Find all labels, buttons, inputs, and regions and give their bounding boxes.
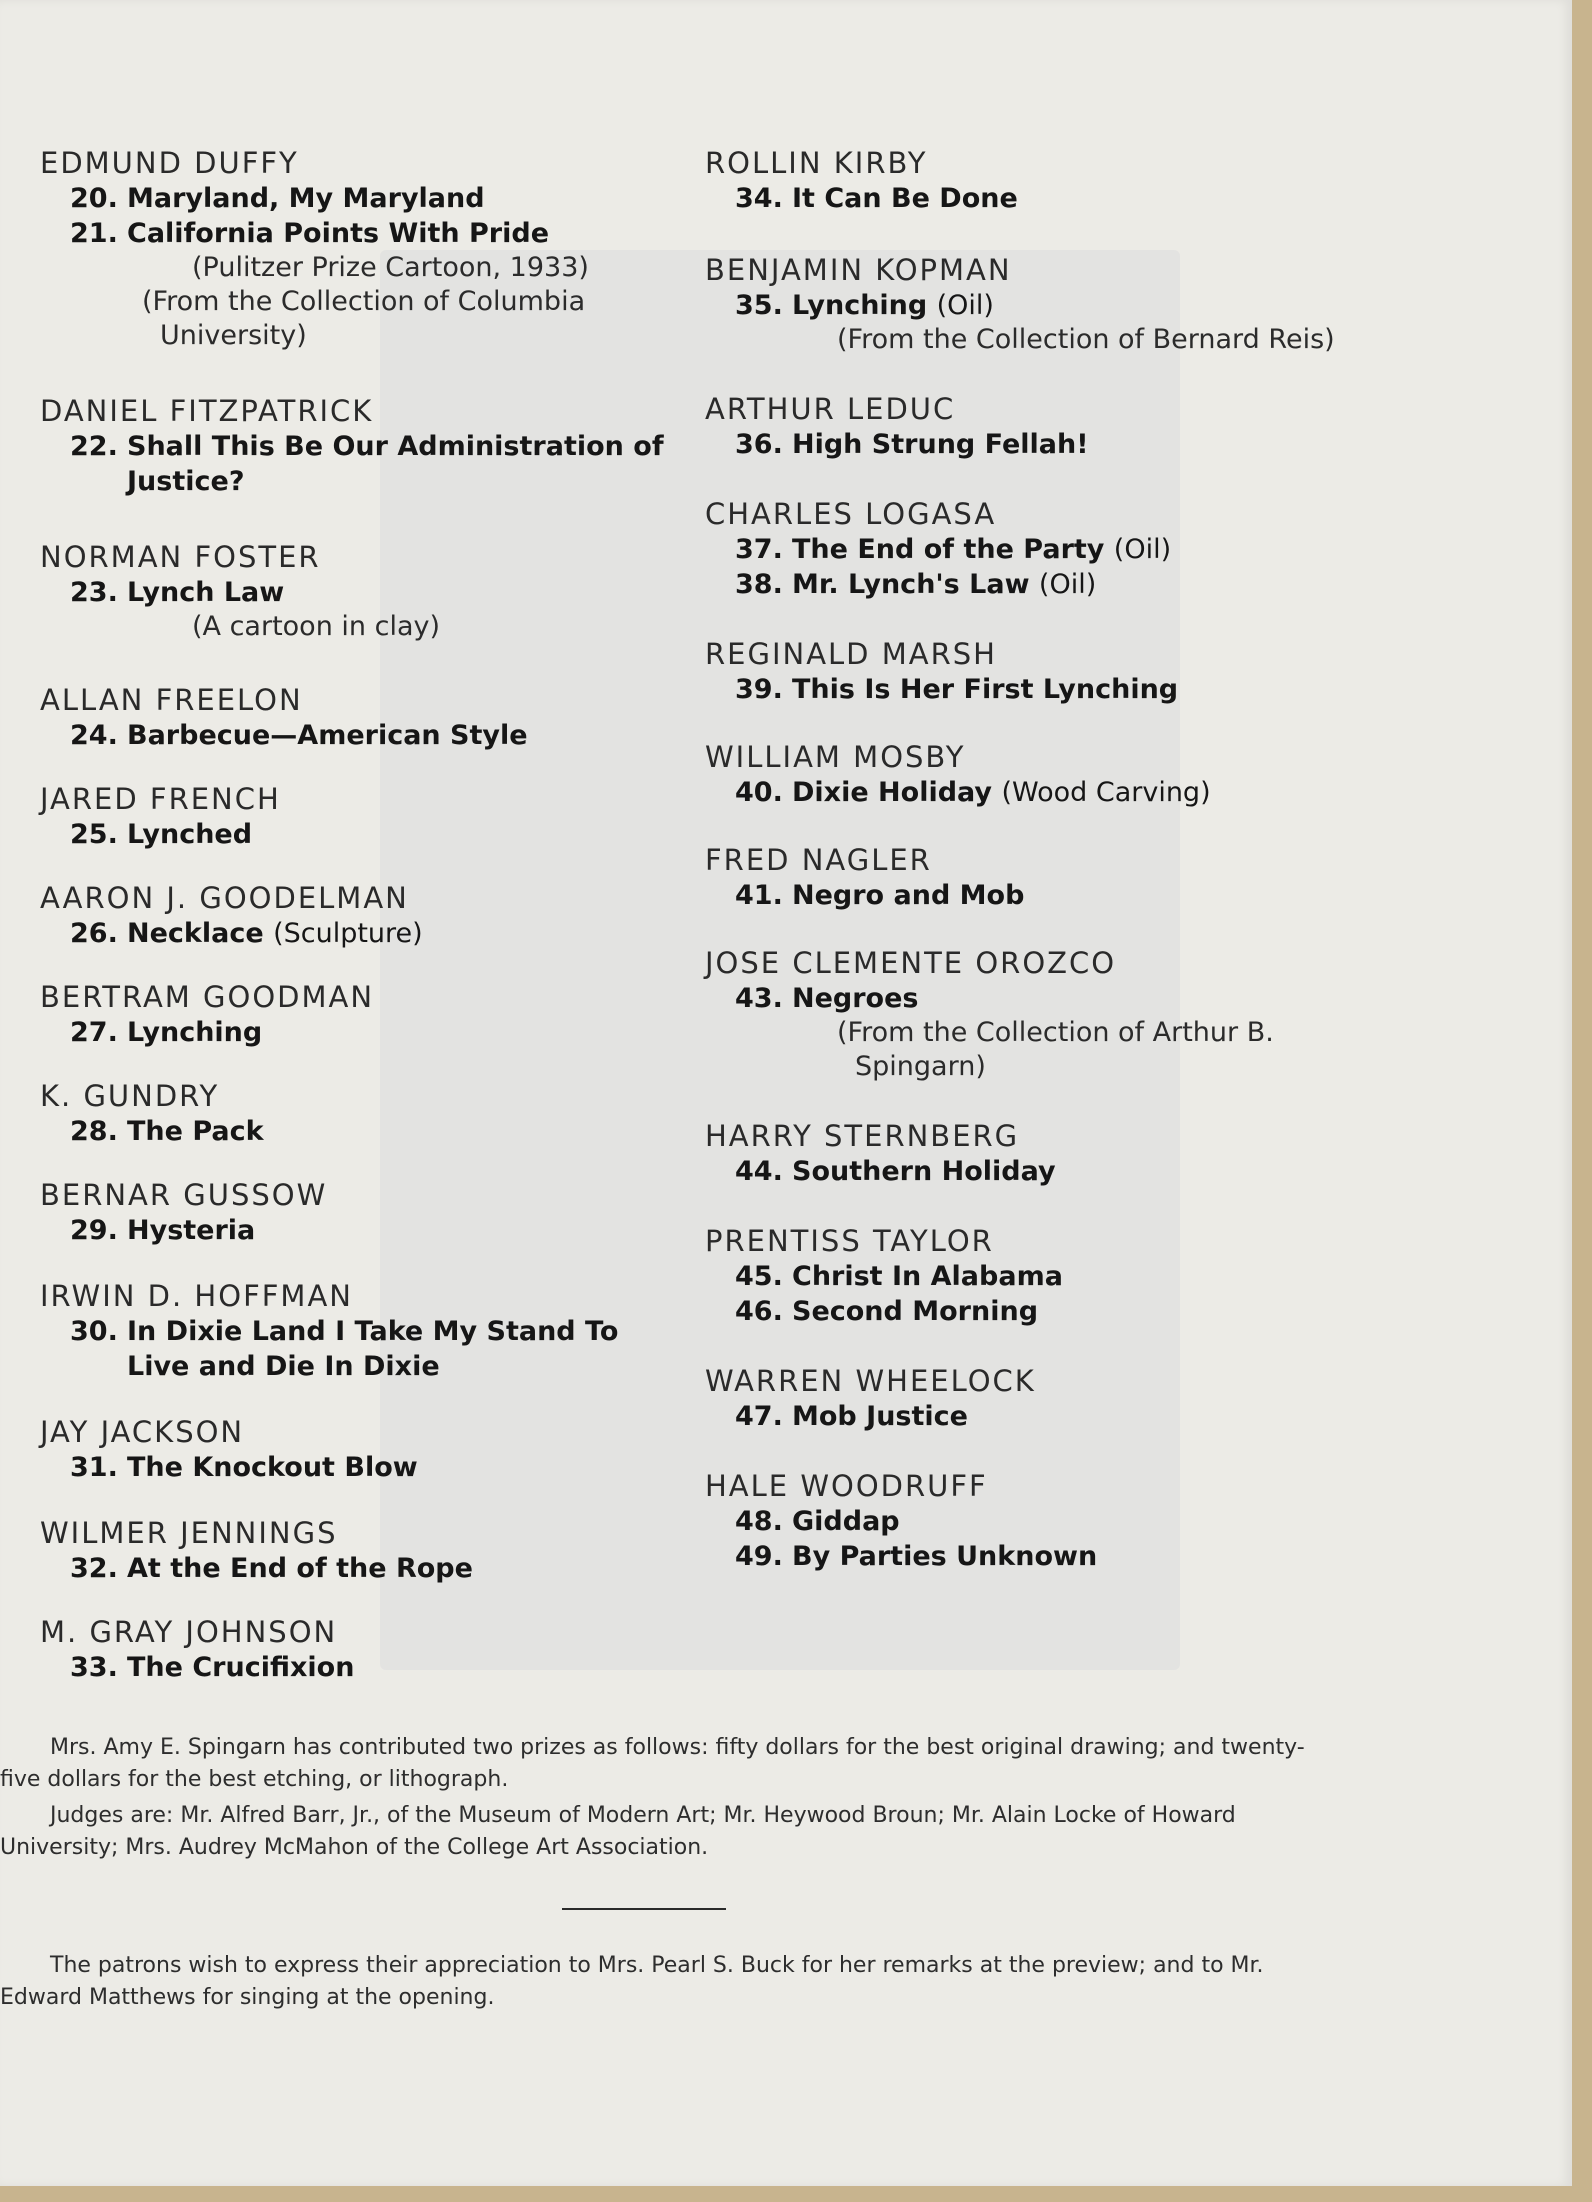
collection-note: (From the Collection of Columbia University) — [142, 286, 586, 351]
artist-name: JOSE CLEMENTE OROZCO — [705, 946, 1117, 980]
artist-gap — [40, 1586, 680, 1614]
artwork-entry — [40, 916, 680, 951]
collection-note: (Pulitzer Prize Cartoon, 1933) — [192, 252, 589, 283]
artist-gap — [40, 1149, 680, 1177]
catalog-number: 23. — [70, 577, 118, 608]
collection-note: (A cartoon in clay) — [192, 611, 440, 642]
artist-entry — [40, 1278, 680, 1384]
prizes-note: Mrs. Amy E. Spingarn has contributed two prizes as follows: fifty dollars for the best original drawing; and twenty-five dollars for the best etching, or lithograph. — [0, 1735, 1305, 1792]
artwork-entry — [705, 427, 1405, 462]
catalog-number: 21. — [70, 218, 118, 249]
artwork-entry — [40, 718, 680, 753]
catalog-number: 27. — [70, 1017, 118, 1048]
artist-entry — [705, 391, 1405, 462]
artist-entry — [40, 1614, 680, 1685]
artist-gap — [40, 1384, 680, 1414]
collection-note: (From the Collection of Bernard Reis) — [837, 324, 1335, 355]
artist-name: ROLLIN KIRBY — [705, 146, 928, 180]
artwork-title: Necklace — [127, 918, 264, 949]
artist-name: HALE WOODRUFF — [705, 1469, 988, 1503]
catalog-number: 46. — [735, 1296, 783, 1327]
artwork-title: This Is Her First Lynching — [792, 674, 1179, 705]
artist-entry — [40, 1177, 680, 1248]
artist-entry — [705, 842, 1405, 913]
artwork-entry — [705, 775, 1405, 810]
artist-name: BENJAMIN KOPMAN — [705, 253, 1012, 287]
artwork-entry — [705, 532, 1405, 567]
artwork-entry — [40, 1015, 680, 1050]
artist-gap — [705, 913, 1405, 945]
artwork-title: Negro and Mob — [792, 880, 1025, 911]
artwork-title: Hysteria — [127, 1215, 256, 1246]
artist-gap — [705, 216, 1405, 252]
artist-gap — [40, 1050, 680, 1078]
artist-name: WARREN WHEELOCK — [705, 1364, 1036, 1398]
artist-gap — [40, 753, 680, 781]
artist-entry — [40, 1414, 680, 1485]
left-column — [40, 145, 680, 1685]
catalog-number: 33. — [70, 1652, 118, 1683]
artist-name: FRED NAGLER — [705, 843, 932, 877]
artwork-medium: (Sculpture) — [273, 918, 423, 949]
artist-entry — [705, 496, 1405, 602]
artist-gap — [40, 852, 680, 880]
artwork-title: Christ In Alabama — [792, 1261, 1063, 1292]
artist-gap — [40, 1485, 680, 1515]
catalog-number: 25. — [70, 819, 118, 850]
catalog-number: 35. — [735, 290, 783, 321]
artwork-title: Maryland, My Maryland — [127, 183, 485, 214]
artist-gap — [705, 602, 1405, 636]
artist-name: WILMER JENNINGS — [40, 1516, 338, 1550]
artist-entry — [705, 739, 1405, 810]
artist-entry — [40, 781, 680, 852]
artwork-entry — [40, 1450, 680, 1485]
artist-gap — [40, 951, 680, 979]
artwork-entry — [705, 567, 1405, 602]
artist-entry — [40, 393, 680, 499]
artwork-title: Lynched — [127, 819, 253, 850]
artwork-title: The Crucifixion — [127, 1652, 355, 1683]
artwork-entry — [40, 1314, 680, 1384]
collection-note: (From the Collection of Arthur B. Spingarn) — [837, 1017, 1274, 1082]
catalog-number: 40. — [735, 777, 783, 808]
catalog-number: 48. — [735, 1506, 783, 1537]
catalog-number: 30. — [70, 1316, 118, 1347]
artist-entry — [40, 979, 680, 1050]
artwork-entry — [705, 878, 1405, 913]
artwork-title: It Can Be Done — [792, 183, 1018, 214]
artist-gap — [705, 462, 1405, 496]
artwork-entry — [705, 1154, 1405, 1189]
artwork-title: Barbecue—American Style — [127, 720, 528, 751]
catalog-number: 49. — [735, 1541, 783, 1572]
artist-name: PRENTISS TAYLOR — [705, 1224, 994, 1258]
artist-name: K. GUNDRY — [40, 1079, 220, 1113]
artwork-title: In Dixie Land I Take My Stand To Live and Die In Dixie — [127, 1316, 619, 1382]
thanks-note: The patrons wish to express their appreciation to Mrs. Pearl S. Buck for her remarks at the preview; and to Mr. Edward Matthews for singing at the opening. — [0, 1953, 1264, 2010]
artwork-medium: (Oil) — [1113, 534, 1172, 565]
artwork-title: Lynching — [792, 290, 928, 321]
artist-gap — [40, 644, 680, 682]
catalog-number: 26. — [70, 918, 118, 949]
artwork-entry — [705, 1259, 1405, 1294]
artwork-entry — [705, 1294, 1405, 1329]
right-column — [705, 145, 1405, 1574]
artwork-medium: (Wood Carving) — [1001, 777, 1211, 808]
artist-name: BERTRAM GOODMAN — [40, 980, 375, 1014]
artwork-entry — [40, 1213, 680, 1248]
artist-gap — [705, 810, 1405, 842]
artwork-title: Dixie Holiday — [792, 777, 993, 808]
artwork-title: Southern Holiday — [792, 1156, 1056, 1187]
artwork-entry — [705, 1539, 1405, 1574]
artist-entry — [40, 1515, 680, 1586]
catalog-number: 31. — [70, 1452, 118, 1483]
artwork-title: Mob Justice — [792, 1401, 968, 1432]
artist-gap — [705, 1189, 1405, 1223]
artist-name: WILLIAM MOSBY — [705, 740, 966, 774]
artist-gap — [40, 499, 680, 539]
artist-entry — [705, 145, 1405, 216]
artwork-entry — [40, 1551, 680, 1586]
artist-entry — [705, 636, 1405, 707]
artwork-entry — [40, 429, 680, 499]
artwork-title: Lynch Law — [127, 577, 285, 608]
artist-name: ALLAN FREELON — [40, 683, 303, 717]
artist-name: EDMUND DUFFY — [40, 146, 299, 180]
artwork-title: The End of the Party — [792, 534, 1105, 565]
artwork-title: Shall This Be Our Administration of Justice? — [127, 431, 664, 497]
artist-gap — [705, 357, 1405, 391]
artist-name: JAY JACKSON — [40, 1415, 245, 1449]
artist-entry — [705, 1118, 1405, 1189]
artist-entry — [40, 539, 680, 644]
artist-name: IRWIN D. HOFFMAN — [40, 1279, 353, 1313]
artist-entry — [40, 880, 680, 951]
artist-gap — [705, 1084, 1405, 1118]
artwork-entry — [705, 1399, 1405, 1434]
artist-name: BERNAR GUSSOW — [40, 1178, 328, 1212]
catalog-number: 43. — [735, 983, 783, 1014]
artist-name: AARON J. GOODELMAN — [40, 881, 409, 915]
artwork-entry — [40, 1650, 680, 1685]
artwork-entry — [40, 817, 680, 852]
artwork-medium: (Oil) — [936, 290, 994, 321]
catalog-number: 47. — [735, 1401, 783, 1432]
catalog-number: 22. — [70, 431, 118, 462]
artist-name: ARTHUR LEDUC — [705, 392, 956, 426]
catalog-number: 41. — [735, 880, 783, 911]
catalog-number: 24. — [70, 720, 118, 751]
artist-entry — [40, 145, 680, 353]
artist-gap — [705, 1434, 1405, 1468]
artist-entry — [705, 1223, 1405, 1329]
artwork-entry — [40, 575, 680, 610]
artist-entry — [40, 682, 680, 753]
artwork-title: High Strung Fellah! — [792, 429, 1089, 460]
artist-entry — [705, 252, 1405, 357]
artwork-title: Negroes — [792, 983, 919, 1014]
catalog-number: 29. — [70, 1215, 118, 1246]
artist-entry — [705, 1363, 1405, 1434]
artwork-title: Lynching — [127, 1017, 263, 1048]
artwork-title: Mr. Lynch's Law — [792, 569, 1030, 600]
catalog-number: 39. — [735, 674, 783, 705]
artwork-entry — [705, 672, 1405, 707]
catalog-number: 45. — [735, 1261, 783, 1292]
artwork-entry — [705, 181, 1405, 216]
artwork-entry — [705, 981, 1405, 1016]
divider-rule — [562, 1908, 726, 1910]
artwork-entry — [40, 216, 680, 251]
artwork-entry — [40, 181, 680, 216]
artist-name: HARRY STERNBERG — [705, 1119, 1020, 1153]
artwork-title: The Pack — [127, 1116, 264, 1147]
artist-name: REGINALD MARSH — [705, 637, 997, 671]
artwork-entry — [40, 1114, 680, 1149]
artwork-title: By Parties Unknown — [792, 1541, 1098, 1572]
artist-entry — [705, 1468, 1405, 1574]
artist-gap — [40, 353, 680, 393]
artwork-entry — [705, 1504, 1405, 1539]
catalog-number: 34. — [735, 183, 783, 214]
artist-name: NORMAN FOSTER — [40, 540, 321, 574]
artwork-title: California Points With Pride — [127, 218, 550, 249]
artwork-title: The Knockout Blow — [127, 1452, 418, 1483]
catalog-number: 37. — [735, 534, 783, 565]
catalog-number: 38. — [735, 569, 783, 600]
artwork-title: At the End of the Rope — [127, 1553, 473, 1584]
artwork-entry — [705, 288, 1405, 323]
artwork-title: Second Morning — [792, 1296, 1039, 1327]
artist-gap — [705, 707, 1405, 739]
artist-gap — [705, 1329, 1405, 1363]
catalog-number: 32. — [70, 1553, 118, 1584]
artwork-title: Giddap — [792, 1506, 900, 1537]
judges-note: Judges are: Mr. Alfred Barr, Jr., of the Museum of Modern Art; Mr. Heywood Broun; Mr. Alain Locke of Howard University; Mrs. Audrey McMahon of the College Art Association. — [0, 1803, 1236, 1860]
artist-name: DANIEL FITZPATRICK — [40, 394, 374, 428]
catalog-number: 28. — [70, 1116, 118, 1147]
artist-name: CHARLES LOGASA — [705, 497, 997, 531]
artist-entry — [40, 1078, 680, 1149]
artist-name: JARED FRENCH — [40, 782, 281, 816]
catalog-number: 36. — [735, 429, 783, 460]
artist-name: M. GRAY JOHNSON — [40, 1615, 338, 1649]
catalog-number: 20. — [70, 183, 118, 214]
artwork-medium: (Oil) — [1038, 569, 1097, 600]
artist-entry — [705, 945, 1405, 1084]
artist-gap — [40, 1248, 680, 1278]
catalog-number: 44. — [735, 1156, 783, 1187]
